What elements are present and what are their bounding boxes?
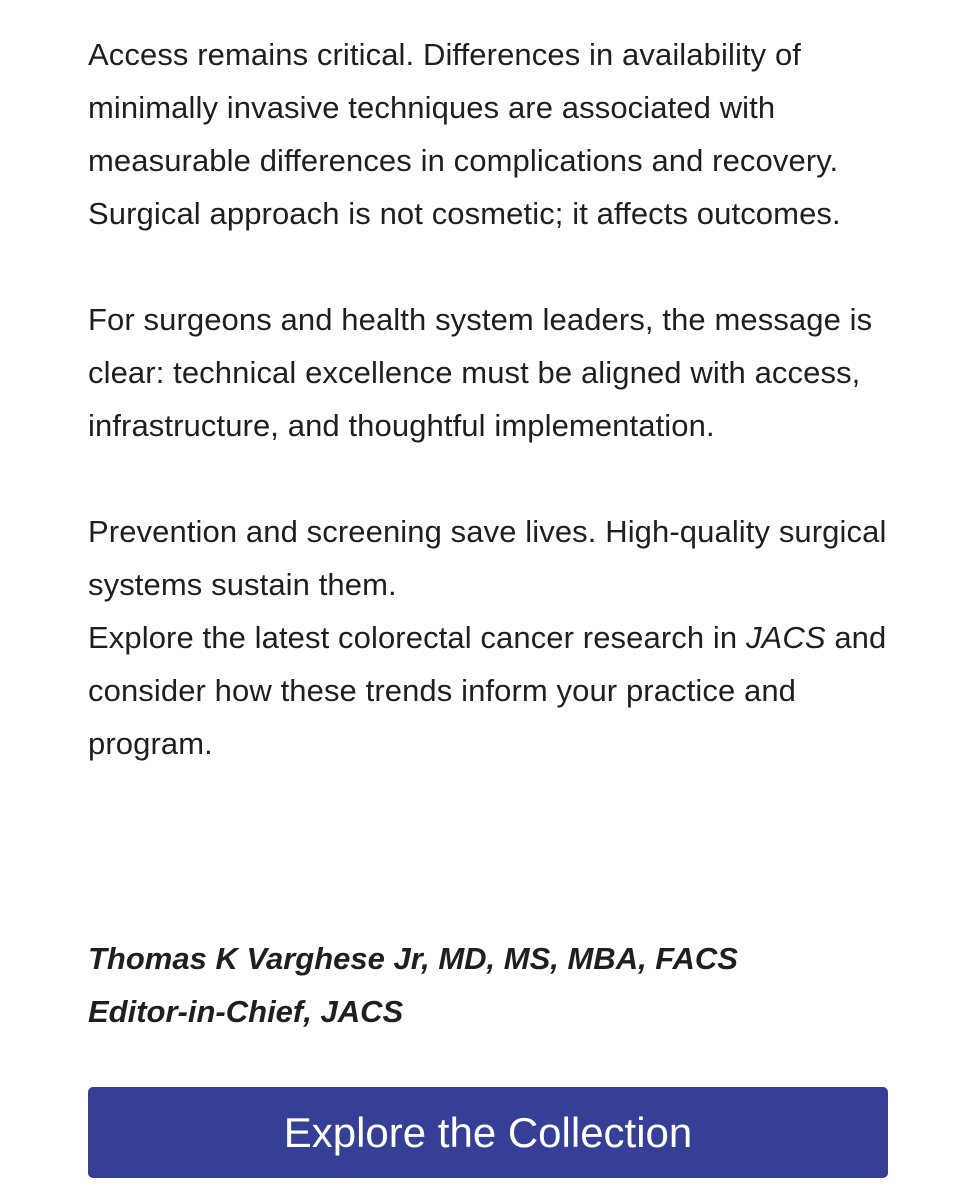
journal-name: JACS [745,620,826,655]
signature-name: Thomas K Varghese Jr, MD, MS, MBA, FACS [88,941,738,976]
article-body [88,28,898,770]
explore-text-start: Explore the latest colorectal cancer research in [88,620,746,655]
paragraph-leaders: For surgeons and health system leaders, the message is clear: technical excellence must be aligned with access, infrastructure, and thoughtful implementation. [88,302,873,443]
signature-title: Editor-in-Chief, JACS [88,994,404,1029]
paragraph-gap [88,452,898,505]
signature-block [88,932,898,1038]
explore-text-end: and consider how these trends inform your practice and program. [88,620,887,761]
paragraph-explore [88,611,898,770]
paragraph-access: Access remains critical. Differences in availability of minimally invasive techniques are associated with measurable differences in complications and recovery. Surgical approach is not cosmetic; it affects outcomes. [88,37,841,231]
explore-collection-button[interactable]: Explore the Collection [88,1087,888,1178]
paragraph-prevention: Prevention and screening save lives. High-quality surgical systems sustain them. [88,514,887,602]
paragraph-gap [88,240,898,293]
